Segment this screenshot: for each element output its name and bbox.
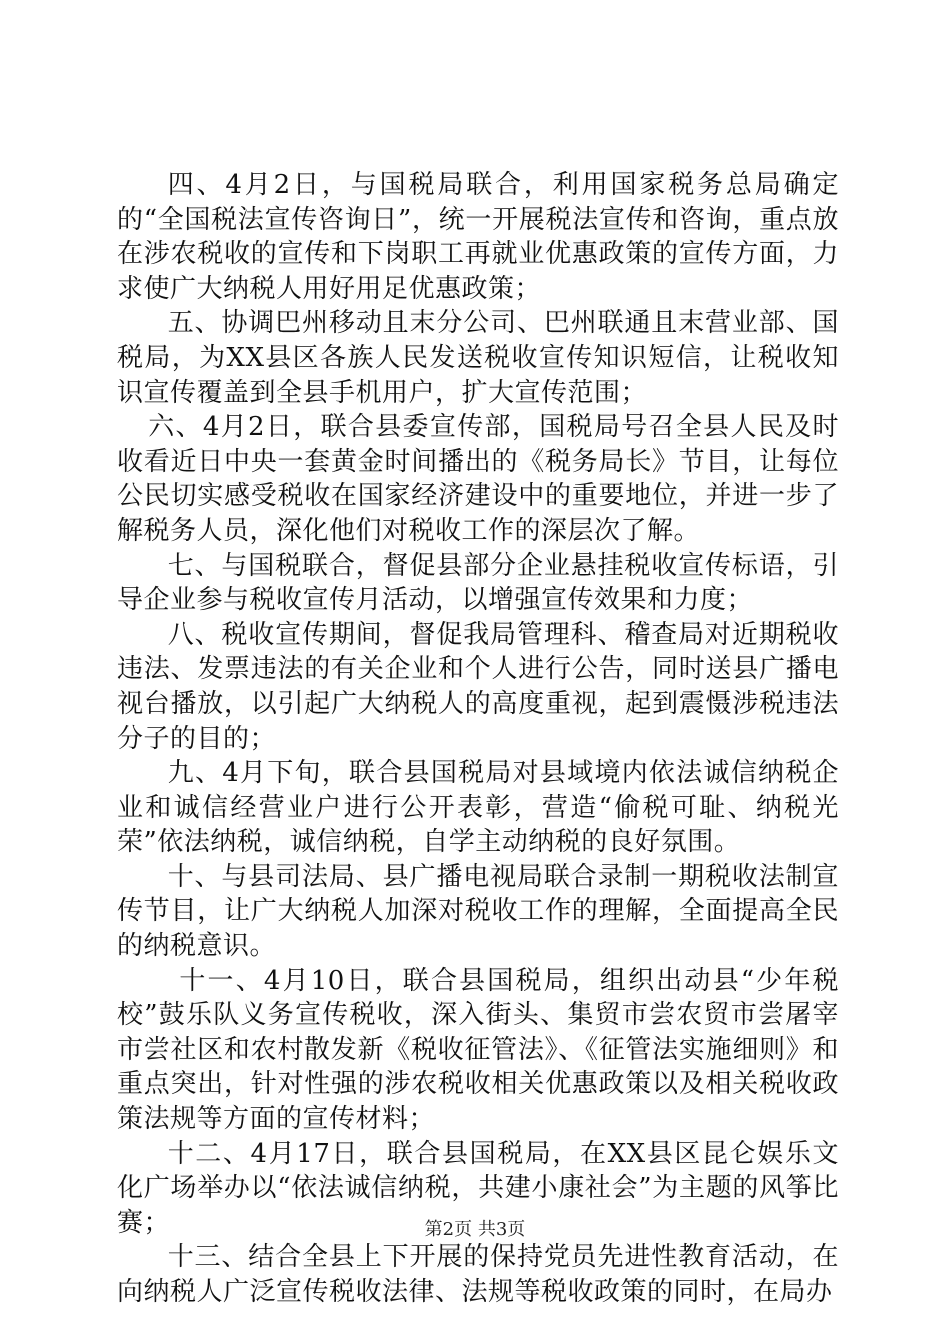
paragraph-13: 十三、结合全县上下开展的保持党员先进性教育活动，在向纳税人广泛宣传税收法律、法规等税收政策的同时，在局办 [117, 1242, 839, 1307]
paragraph-8: 八、税收宣传期间，督促我局管理科、稽查局对近期税收违法、发票违法的有关企业和个人进行公告，同时送县广播电视台播放，以引起广大纳税人的高度重视，起到震慑涉税违法分子的目的； [117, 619, 839, 754]
paragraph-7: 七、与国税联合，督促县部分企业悬挂税收宣传标语，引导企业参与税收宣传月活动，以增强宣传效果和力度； [117, 550, 839, 616]
document-body [117, 168, 839, 1310]
page-number-footer: 第2页 共3页 [424, 1219, 526, 1240]
paragraph-9: 九、4月下旬，联合县国税局对县域境内依法诚信纳税企业和诚信经营业户进行公开表彰，营造“偷税可耻、纳税光荣”依法纳税，诚信纳税，自学主动纳税的良好氛围。 [117, 758, 839, 858]
paragraph-12: 十二、4月17日，联合县国税局，在XX县区昆仑娱乐文化广场举办以“依法诚信纳税，共建小康社会”为主题的风筝比赛； [117, 1138, 839, 1238]
paragraph-4: 四、4月2日，与国税局联合，利用国家税务总局确定的“全国税法宣传咨询日”，统一开展税法宣传和咨询，重点放在涉农税收的宣传和下岗职工再就业优惠政策的宣传方面，力求使广大纳税人用好用足优惠政策； [117, 170, 839, 304]
paragraph-6: 六、4月2日，联合县委宣传部，国税局号召全县人民及时收看近日中央一套黄金时间播出的《税务局长》节目，让每位公民切实感受税收在国家经济建设中的重要地位，并进一步了解税务人员，深化他们对税收工作的深层次了解。 [117, 412, 839, 546]
paragraph-5: 五、协调巴州移动且末分公司、巴州联通且末营业部、国税局，为XX县区各族人民发送税收宣传知识短信，让税收知识宣传覆盖到全县手机用户，扩大宣传范围； [117, 308, 839, 408]
paragraph-11: 十一、4月10日，联合县国税局，组织出动县“少年税校”鼓乐队义务宣传税收，深入街头、集贸市尝农贸市尝屠宰市尝社区和农村散发新《税收征管法》、《征管法实施细则》和重点突出，针对性强的涉农税收相关优惠政策以及相关税收政策法规等方面的宣传材料； [117, 965, 839, 1135]
paragraph-10: 十、与县司法局、县广播电视局联合录制一期税收法制宣传节目，让广大纳税人加深对税收工作的理解，全面提高全民的纳税意识。 [117, 861, 839, 962]
